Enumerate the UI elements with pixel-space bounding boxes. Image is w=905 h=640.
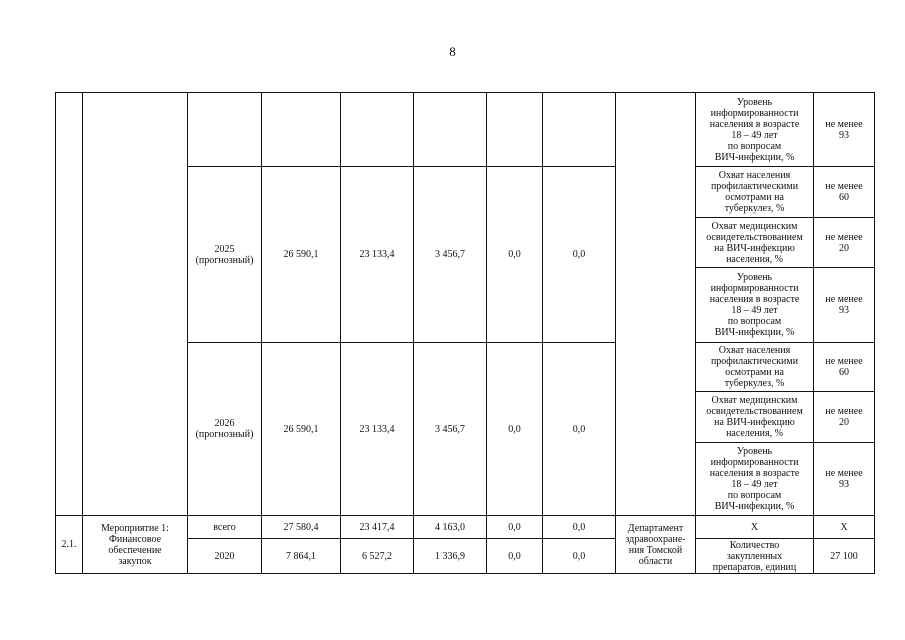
federal-cell: 23 133,4 xyxy=(341,343,414,516)
total-cell xyxy=(262,93,341,167)
federal-cell: 23 417,4 xyxy=(341,516,414,539)
year-cell: 2020 xyxy=(188,539,262,574)
total-cell: 26 590,1 xyxy=(262,343,341,516)
local-cell: 0,0 xyxy=(487,167,543,343)
page-number: 8 xyxy=(449,44,456,59)
target-cell: Х xyxy=(814,516,875,539)
indicator-cell: Охват населения профилактическими осмотрами на туберкулез, % xyxy=(696,167,814,218)
local-cell: 0,0 xyxy=(487,343,543,516)
federal-cell: 23 133,4 xyxy=(341,167,414,343)
local-cell xyxy=(487,93,543,167)
indicator-cell: Охват населения профилактическими осмотрами на туберкулез, % xyxy=(696,343,814,392)
target-cell: не менее 93 xyxy=(814,93,875,167)
regional-cell xyxy=(414,93,487,167)
indicator-cell: Количество закупленных препаратов, единиц xyxy=(696,539,814,574)
other-cell: 0,0 xyxy=(543,516,616,539)
regional-cell: 3 456,7 xyxy=(414,343,487,516)
measure-name-cell: Мероприятие 1: Финансовое обеспечение закупок xyxy=(83,516,188,574)
other-cell: 0,0 xyxy=(543,343,616,516)
row-number-cell xyxy=(56,93,83,516)
regional-cell: 3 456,7 xyxy=(414,167,487,343)
target-cell: не менее 20 xyxy=(814,218,875,268)
year-cell: всего xyxy=(188,516,262,539)
year-cell xyxy=(188,93,262,167)
table-row xyxy=(56,516,875,539)
target-cell: не менее 60 xyxy=(814,167,875,218)
year-cell: 2025 (прогнозный) xyxy=(188,167,262,343)
regional-cell: 4 163,0 xyxy=(414,516,487,539)
target-cell: 27 100 xyxy=(814,539,875,574)
budget-table xyxy=(55,92,875,574)
measure-name-cell xyxy=(83,93,188,516)
other-cell: 0,0 xyxy=(543,167,616,343)
table-row xyxy=(56,93,875,167)
indicator-cell: Уровень информированности населения в возрасте 18 – 49 лет по вопросам ВИЧ-инфекции, % xyxy=(696,93,814,167)
department-cell: Департамент здравоохране- ния Томской области xyxy=(616,516,696,574)
indicator-cell: Х xyxy=(696,516,814,539)
other-cell: 0,0 xyxy=(543,539,616,574)
target-cell: не менее 60 xyxy=(814,343,875,392)
total-cell: 26 590,1 xyxy=(262,167,341,343)
target-cell: не менее 20 xyxy=(814,392,875,443)
total-cell: 27 580,4 xyxy=(262,516,341,539)
indicator-cell: Уровень информированности населения в возрасте 18 – 49 лет по вопросам ВИЧ-инфекции, % xyxy=(696,268,814,343)
federal-cell: 6 527,2 xyxy=(341,539,414,574)
federal-cell xyxy=(341,93,414,167)
row-number-cell: 2.1. xyxy=(56,516,83,574)
total-cell: 7 864,1 xyxy=(262,539,341,574)
target-cell: не менее 93 xyxy=(814,443,875,516)
local-cell: 0,0 xyxy=(487,539,543,574)
indicator-cell: Охват медицинским освидетельствованием на ВИЧ-инфекцию населения, % xyxy=(696,392,814,443)
local-cell: 0,0 xyxy=(487,516,543,539)
other-cell xyxy=(543,93,616,167)
regional-cell: 1 336,9 xyxy=(414,539,487,574)
department-cell xyxy=(616,93,696,516)
year-cell: 2026 (прогнозный) xyxy=(188,343,262,516)
target-cell: не менее 93 xyxy=(814,268,875,343)
indicator-cell: Охват медицинским освидетельствованием на ВИЧ-инфекцию населения, % xyxy=(696,218,814,268)
indicator-cell: Уровень информированности населения в возрасте 18 – 49 лет по вопросам ВИЧ-инфекции, % xyxy=(696,443,814,516)
